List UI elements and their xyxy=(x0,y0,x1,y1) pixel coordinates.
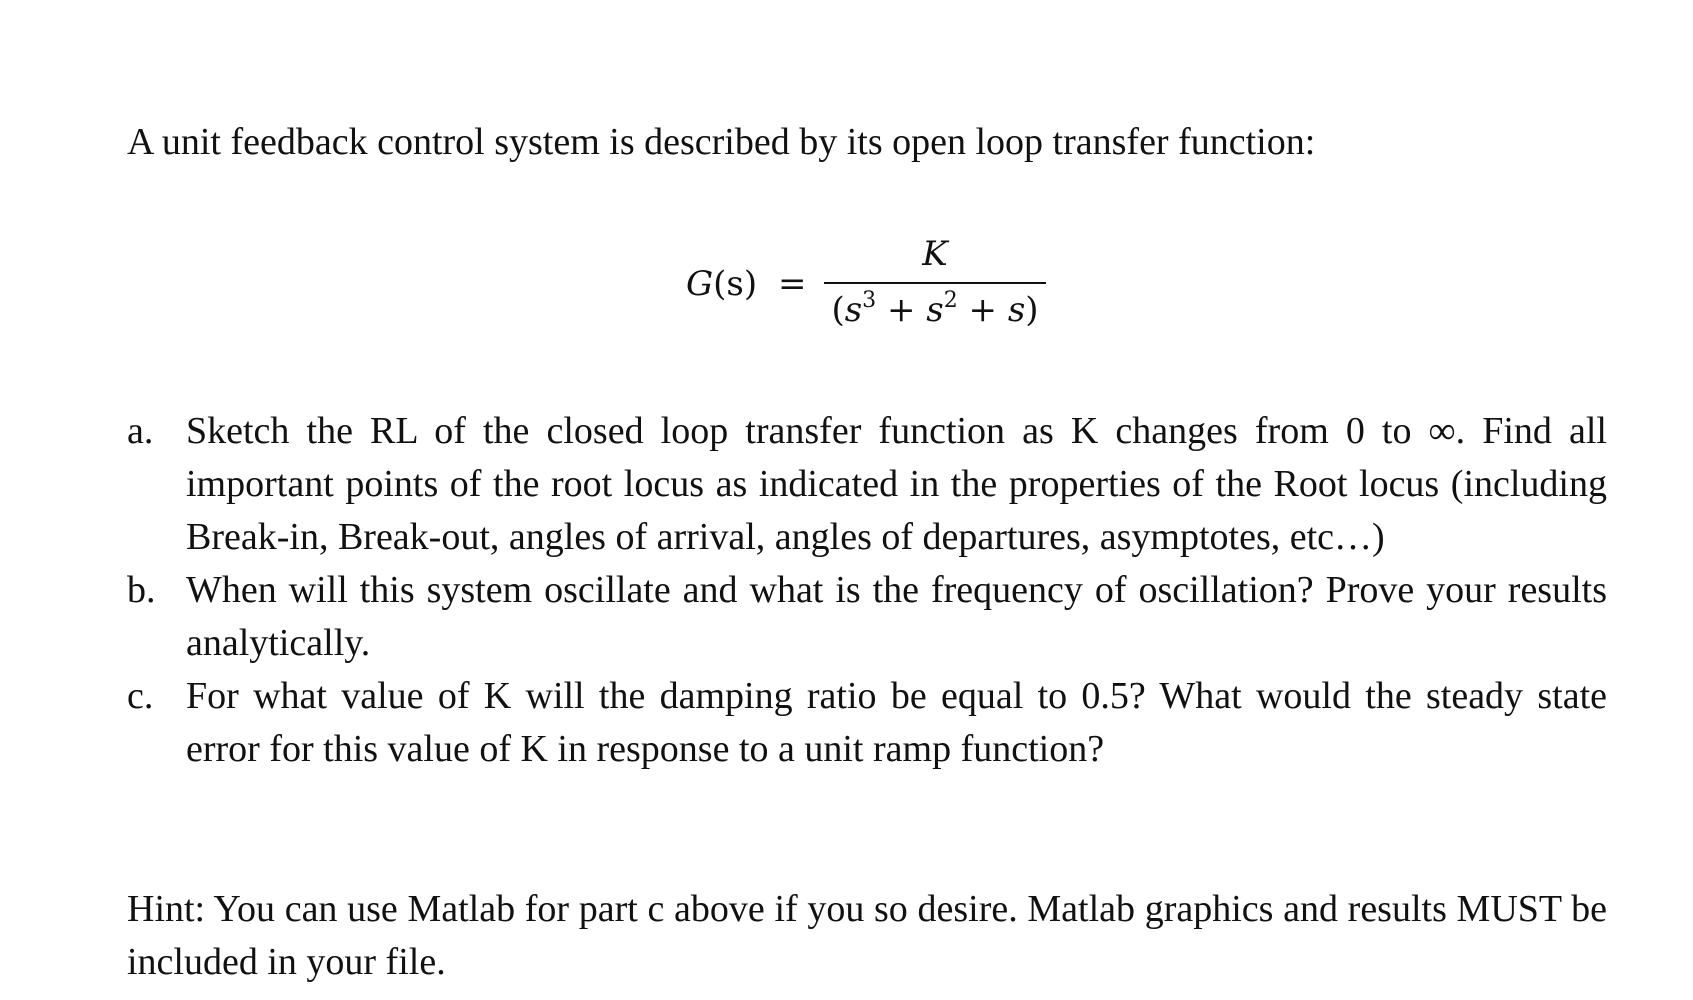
den-term-s-cubed-base: s xyxy=(844,290,863,330)
equation-lhs xyxy=(686,264,757,304)
intro-paragraph: A unit feedback control system is described by its open loop transfer function: xyxy=(127,121,1316,163)
question-marker-b: b. xyxy=(127,569,156,611)
den-plus-1: + xyxy=(876,290,927,330)
equation-numerator: K xyxy=(922,234,948,274)
transfer-function-equation xyxy=(680,228,1080,348)
den-plus-2: + xyxy=(957,290,1008,330)
hint-paragraph: Hint: You can use Matlab for part c above if you so desire. Matlab graphics and results MUST be included in your file. xyxy=(127,888,1607,983)
equation-function-name: G xyxy=(686,264,714,304)
question-item-b xyxy=(127,564,1607,670)
question-text-c: For what value of K will the damping ratio be equal to 0.5? What would the steady state error for this value of K in response to a unit ramp function? xyxy=(186,675,1607,770)
equation-fraction xyxy=(824,228,1046,330)
den-open-paren: ( xyxy=(831,290,845,330)
question-item-c xyxy=(127,670,1607,776)
den-close-paren: ) xyxy=(1025,290,1039,330)
question-text-b: When will this system oscillate and what is the frequency of oscillation? Prove your results analytically. xyxy=(186,569,1607,664)
question-text-a: Sketch the RL of the closed loop transfer function as K changes from 0 to ∞. Find all important points of the root locus as indicated in the properties of the Root locus (including Break-in, Break-out, angles of arrival, angles of departures, asymptotes, etc…) xyxy=(186,410,1607,558)
den-term-s-squared-base: s xyxy=(926,290,944,330)
equation-denominator xyxy=(824,290,1046,330)
fraction-bar xyxy=(824,282,1046,284)
question-list xyxy=(127,405,1607,776)
den-term-s: s xyxy=(1007,290,1026,330)
den-term-s-cubed-exponent: 3 xyxy=(862,288,877,313)
equation-equals-sign: = xyxy=(778,264,807,304)
question-marker-a: a. xyxy=(127,410,154,452)
question-item-a xyxy=(127,405,1607,564)
question-marker-c: c. xyxy=(127,675,154,717)
den-term-s-squared-exponent: 2 xyxy=(943,288,958,313)
equation-argument: (s) xyxy=(713,264,758,304)
